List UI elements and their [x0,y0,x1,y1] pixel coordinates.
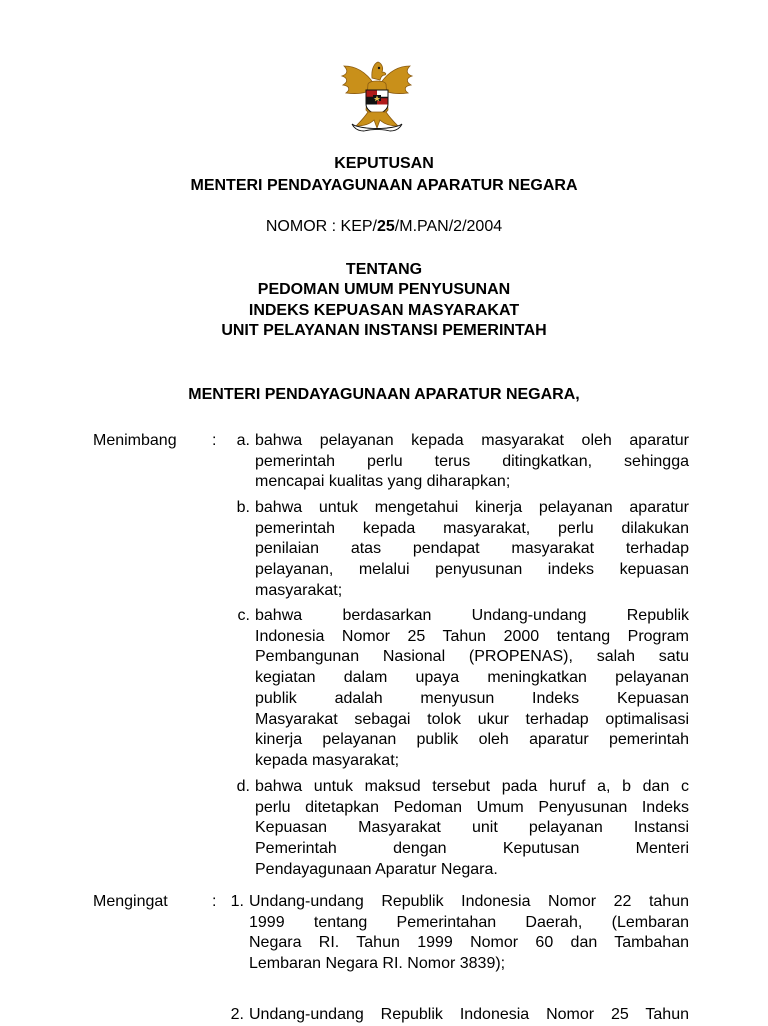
menimbang-item-b-marker: b. [236,499,250,516]
text-line: Undang-undang Republik Indonesia Nomor 25 Tahun [249,1006,689,1023]
text-line: mencapai kualitas yang diharapkan; [255,473,511,491]
text-line: Pendayagunaan Aparatur Negara. [255,860,498,878]
tentang-heading: TENTANG [345,261,423,278]
menimbang-item-d [255,777,689,881]
text-line: kepada masyarakat; [255,751,400,769]
menimbang-colon: : [212,432,217,449]
text-line: Kepuasan Masyarakat unit pelayanan Instansi [255,819,689,837]
menimbang-label: Menimbang [93,432,177,449]
text-line: kegiatan dalam upaya meningkatkan pelayanan [255,669,689,687]
text-line: Undang-undang Republik Indonesia Nomor 22 tahun [249,893,689,910]
text-line: masyarakat; [255,581,343,599]
issuer-heading: MENTERI PENDAYAGUNAAN APARATUR NEGARA [190,177,578,194]
text-line: perlu ditetapkan Pedoman Umum Penyusunan Indeks [255,798,689,816]
text-line: pemerintah kepada masyarakat, perlu dilakukan [255,519,689,537]
text-line: Indonesia Nomor 25 Tahun 2000 tentang Program [255,627,689,645]
text-line: bahwa untuk maksud tersebut pada huruf a, b dan c [255,778,689,795]
decree-number-suffix: /M.PAN/2/2004 [394,218,503,235]
text-line: pemerintah perlu terus ditingkatkan, sehingga [255,452,689,470]
text-line: kinerja pelayanan publik oleh aparatur pemerintah [255,731,689,749]
text-line: bahwa pelayanan kepada masyarakat oleh aparatur [255,432,689,449]
text-line: penilaian atas pendapat masyarakat terhadap [255,540,689,558]
text-line: pelayanan, melalui penyusunan indeks kepuasan [255,561,689,579]
decree-number-prefix: NOMOR : KEP/ [265,218,377,235]
mengingat-item-2-marker: 2. [230,1006,244,1023]
decree-number-value: 25 [377,218,395,235]
text-line: bahwa berdasarkan Undang-undang Republik [255,607,689,624]
menimbang-item-b [255,498,689,602]
mengingat-item-1 [249,892,689,975]
menimbang-item-c-marker: c. [237,607,250,624]
subject-line-2: INDEKS KEPUASAN MASYARAKAT [248,302,520,319]
mengingat-label: Mengingat [93,893,168,910]
subject-line-1: PEDOMAN UMUM PENYUSUNAN [257,281,511,298]
text-line: publik adalah menyusun Indeks Kepuasan [255,689,689,707]
mengingat-colon: : [212,893,217,910]
menimbang-item-a [255,431,689,493]
garuda-pancasila-emblem-icon [338,58,416,132]
text-line: Pembangunan Nasional (PROPENAS), salah satu [255,648,689,666]
mengingat-item-2 [249,1005,689,1026]
subject-line-3: UNIT PELAYANAN INSTANSI PEMERINTAH [221,322,547,339]
decree-number [0,217,768,237]
menimbang-item-d-marker: d. [236,778,250,795]
text-line: 1999 tentang Pemerintahan Daerah, (Lembaran [249,913,689,931]
text-line: Pemerintah dengan Keputusan Menteri [255,840,689,858]
menimbang-item-a-marker: a. [236,432,250,449]
text-line: Lembaran Negara RI. Nomor 3839); [249,955,506,973]
text-line: Negara RI. Tahun 1999 Nomor 60 dan Tambahan [249,934,689,952]
menimbang-item-c [255,606,689,772]
minister-heading: MENTERI PENDAYAGUNAAN APARATUR NEGARA, [188,386,580,403]
text-line: bahwa untuk mengetahui kinerja pelayanan aparatur [255,499,689,516]
mengingat-item-1-marker: 1. [230,893,244,910]
document-type-heading: KEPUTUSAN [334,155,434,172]
text-line: Masyarakat sebagai tolok ukur terhadap optimalisasi [255,710,689,728]
